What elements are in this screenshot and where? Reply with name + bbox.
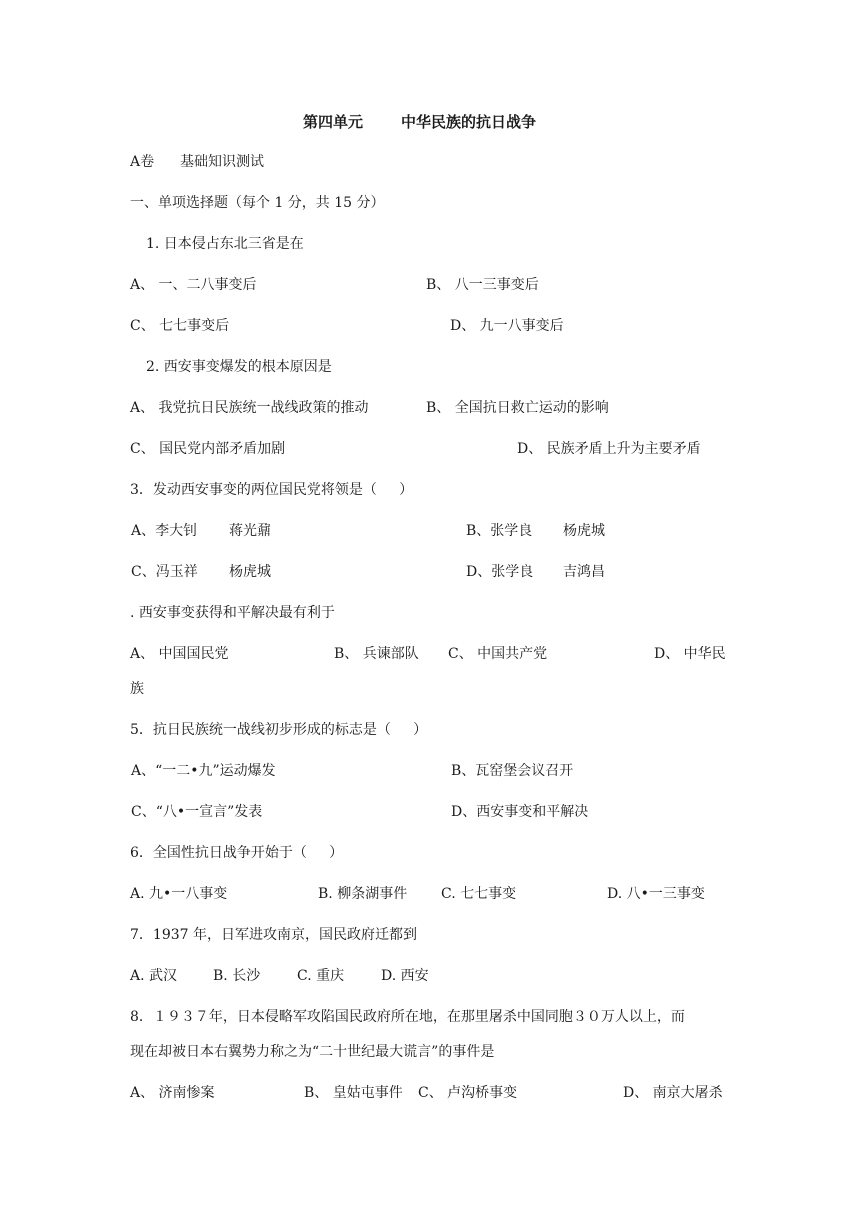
question-5-option-b: B、瓦窑堡会议召开 (451, 763, 574, 779)
question-6-option-a: A. 九•一八事变 (130, 886, 228, 902)
question-4-option-d: D、 中华民 (654, 646, 726, 662)
question-4-stem: . 西安事变获得和平解决最有利于 (130, 605, 335, 621)
question-7-option-a: A. 武汉 (130, 968, 178, 984)
question-6-option-c: C. 七七事变 (441, 886, 517, 902)
question-3-option-a: A、李大钊 (131, 523, 198, 539)
question-3-option-d-second: 吉鸿昌 (563, 564, 605, 580)
part-heading: 一、单项选择题（每个 1 分，共 15 分） (130, 195, 385, 211)
question-4-option-c: C、 中国共产党 (448, 646, 548, 662)
question-7-option-c: C. 重庆 (297, 968, 345, 984)
question-1-option-a: A、 一、二八事变后 (130, 277, 257, 293)
question-8-option-c: C、 卢沟桥事变 (418, 1085, 518, 1101)
question-3-option-b-second: 杨虎城 (563, 523, 605, 539)
question-8-option-b: B、 皇姑屯事件 (304, 1085, 403, 1101)
question-8-stem: 8．１９３７年，日本侵略军攻陷国民政府所在地，在那里屠杀中国同胞３０万人以上，而 (130, 1009, 685, 1025)
question-5-option-c: C、“八•一宣言”发表 (131, 804, 263, 820)
question-4-option-a: A、 中国国民党 (130, 646, 229, 662)
question-8-option-d: D、 南京大屠杀 (623, 1085, 723, 1101)
question-4-option-b: B、 兵谏部队 (334, 646, 419, 662)
question-6-stem: 6．全国性抗日战争开始于（ ） (130, 845, 344, 861)
question-8-option-a: A、 济南惨案 (130, 1085, 215, 1101)
question-3-option-c-second: 杨虎城 (229, 564, 271, 580)
question-1-option-c: C、 七七事变后 (130, 318, 230, 334)
question-3-stem: 3．发动西安事变的两位国民党将领是（ ） (130, 482, 414, 498)
question-2-option-c: C、 国民党内部矛盾加剧 (130, 441, 286, 457)
question-1-stem: 1. 日本侵占东北三省是在 (146, 236, 304, 252)
question-2-option-a: A、 我党抗日民族统一战线政策的推动 (130, 400, 369, 416)
question-6-option-d: D. 八•一三事变 (607, 886, 705, 902)
section-label: A卷 (130, 154, 155, 170)
question-2-option-d: D、 民族矛盾上升为主要矛盾 (517, 441, 701, 457)
question-8-stem-continued: 现在却被日本右翼势力称之为“二十世纪最大谎言”的事件是 (130, 1044, 495, 1060)
question-3-option-d: D、张学良 (466, 564, 534, 580)
question-6-option-b: B. 柳条湖事件 (318, 886, 408, 902)
doc-title-topic: 中华民族的抗日战争 (401, 113, 537, 131)
question-5-option-d: D、西安事变和平解决 (451, 804, 589, 820)
question-3-option-a-second: 蒋光鼐 (229, 523, 271, 539)
question-5-stem: 5．抗日民族统一战线初步形成的标志是（ ） (130, 722, 428, 738)
question-2-stem: 2. 西安事变爆发的根本原因是 (146, 359, 332, 375)
question-5-option-a: A、“一二•九”运动爆发 (131, 763, 276, 779)
question-7-option-b: B. 长沙 (213, 968, 261, 984)
section-title: 基础知识测试 (180, 154, 264, 170)
question-1-option-d: D、 九一八事变后 (450, 318, 564, 334)
question-1-option-b: B、 八一三事变后 (426, 277, 539, 293)
question-2-option-b: B、 全国抗日救亡运动的影响 (426, 400, 609, 416)
question-7-option-d: D. 西安 (381, 968, 429, 984)
question-4-option-d-continued: 族 (130, 681, 144, 697)
question-3-option-b: B、张学良 (466, 523, 533, 539)
question-3-option-c: C、冯玉祥 (131, 564, 198, 580)
doc-title-unit: 第四单元 (303, 113, 364, 131)
question-7-stem: 7．1937 年，日军进攻南京，国民政府迁都到 (130, 927, 417, 943)
